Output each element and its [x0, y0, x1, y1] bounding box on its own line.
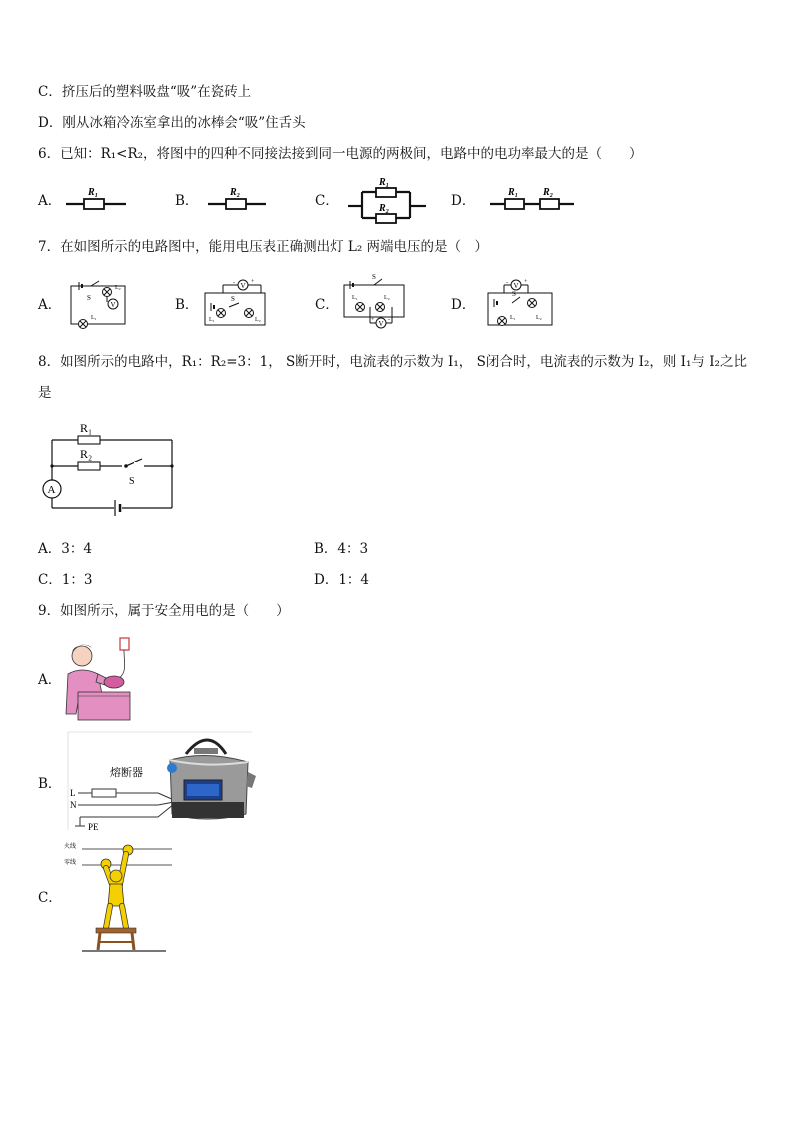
- q6-circuit-c: [348, 178, 428, 228]
- svg-text:V: V: [378, 320, 384, 328]
- q9-option-b-label: B．: [38, 776, 62, 792]
- svg-text:S: S: [372, 273, 376, 281]
- q8-r1-label: R₁: [80, 421, 93, 435]
- q9-fuse-label: 熔断器: [110, 767, 143, 779]
- q8-option-a: A．3：4: [38, 541, 92, 557]
- q8-switch-label: S: [129, 476, 135, 487]
- svg-text:L₁: L₁: [510, 315, 516, 321]
- q7-option-c-label: C．: [315, 297, 339, 313]
- svg-text:+: +: [371, 317, 375, 323]
- q9-option-a-label: A．: [38, 672, 62, 688]
- q9-option-c-label: C．: [38, 890, 62, 906]
- q7-option-d-label: D．: [451, 297, 476, 313]
- q8-option-b: B．4：3: [314, 541, 369, 557]
- q8-r2-label: R₂: [80, 447, 93, 461]
- q6-circuit-d: [490, 186, 575, 216]
- svg-text:-: -: [388, 317, 390, 323]
- q9-illustration-b: [66, 732, 252, 834]
- q8-option-d: D．1：4: [314, 572, 370, 588]
- svg-text:-: -: [506, 280, 508, 286]
- q6-option-c-label: C．: [315, 193, 339, 209]
- q5-option-d: D．刚从冰箱冷冻室拿出的冰棒会“吸”住舌头: [38, 115, 306, 131]
- svg-text:L₂: L₂: [255, 317, 261, 323]
- q7-option-a-label: A．: [38, 297, 62, 313]
- svg-text:S: S: [87, 294, 91, 302]
- q9-neutral-wire-label: 零线: [64, 860, 77, 866]
- svg-text:S: S: [512, 290, 516, 298]
- svg-text:N: N: [70, 800, 77, 810]
- q7-circuit-c: [340, 273, 408, 333]
- svg-text:L₂: L₂: [384, 295, 390, 301]
- svg-text:-: -: [233, 280, 235, 286]
- svg-text:L: L: [70, 788, 76, 798]
- q6-stem: 6．已知：R₁<R₂，将图中的四种不同接法接到同一电源的两极间，电路中的电功率最大的是（ ）: [38, 146, 643, 162]
- q6-option-d-label: D．: [451, 193, 476, 209]
- svg-text:L₁: L₁: [91, 315, 97, 321]
- q8-stem-line2: 是: [38, 385, 52, 401]
- svg-text:+: +: [524, 279, 528, 285]
- q9-illustration-c: [62, 836, 172, 954]
- svg-text:+: +: [251, 279, 255, 285]
- q6-option-b-label: B．: [175, 193, 199, 209]
- q6-option-a-label: A．: [38, 193, 62, 209]
- q8-ammeter-label: A: [47, 484, 56, 496]
- svg-text:L₁: L₁: [352, 295, 358, 301]
- svg-text:S: S: [231, 295, 235, 303]
- q7-circuit-a: [67, 278, 129, 332]
- q9-illustration-a: [58, 634, 138, 722]
- svg-text:V: V: [513, 282, 519, 290]
- q6-a-r: R₁: [88, 187, 99, 198]
- svg-text:V: V: [240, 282, 246, 290]
- svg-text:L₂: L₂: [115, 285, 121, 291]
- q8-stem-line1: 8．如图所示的电路中，R₁：R₂=3：1， S断开时，电流表的示数为 I₁， S闭合时，电流表的示数为 I₂，则 I₁与 I₂之比: [38, 354, 747, 370]
- q6-d-r1: R₁: [508, 187, 519, 198]
- q7-option-b-label: B．: [175, 297, 199, 313]
- svg-text:L₁: L₁: [209, 317, 215, 323]
- q6-c-r1: R₁: [379, 177, 390, 188]
- q7-stem: 7．在如图所示的电路图中，能用电压表正确测出灯 L₂ 两端电压的是（ ）: [38, 239, 489, 255]
- q8-circuit: [38, 418, 178, 523]
- q6-c-r2: R₂: [379, 203, 390, 214]
- q9-live-wire-label: 火线: [64, 844, 77, 850]
- q8-option-c: C．1：3: [38, 572, 93, 588]
- q7-circuit-b: [201, 277, 271, 333]
- q6-circuit-a: [66, 186, 126, 216]
- q6-b-r: R₂: [230, 187, 241, 198]
- svg-text:PE: PE: [88, 822, 99, 832]
- q6-circuit-b: [208, 186, 268, 216]
- svg-text:L₂: L₂: [536, 315, 542, 321]
- q6-d-r2: R₂: [543, 187, 554, 198]
- svg-text:V: V: [110, 301, 116, 309]
- q7-circuit-d: [484, 277, 556, 333]
- q9-stem: 9．如图所示，属于安全用电的是（ ）: [38, 603, 290, 619]
- q5-option-c: C．挤压后的塑料吸盘“吸”在瓷砖上: [38, 84, 252, 100]
